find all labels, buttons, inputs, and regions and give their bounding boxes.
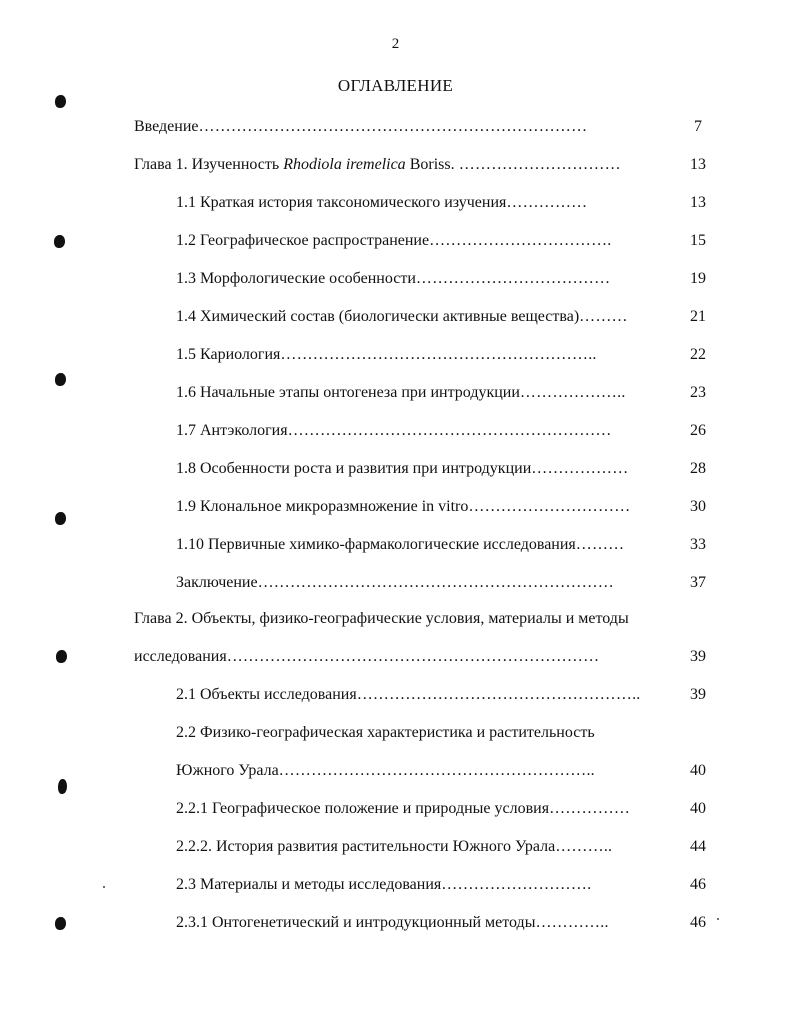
toc-entry-1-5[interactable]: [176, 343, 652, 367]
toc-entry-conclusion[interactable]: [176, 571, 672, 595]
toc-entry-1-2[interactable]: [176, 229, 666, 253]
toc-dot-leader: ……………………….: [441, 876, 592, 893]
toc-page-number: 46: [690, 914, 706, 931]
toc-title: ОГЛАВЛЕНИЕ: [337, 76, 454, 95]
toc-entry-chapter-2-continued[interactable]: [134, 645, 654, 669]
toc-entry-text: Южного Урала: [176, 762, 279, 779]
toc-entry-text: Глава 1. Изученность: [134, 156, 284, 173]
toc-page-number: 28: [690, 460, 706, 477]
toc-entry-text: Заключение: [176, 574, 258, 591]
toc-entry-text: Введение: [134, 118, 199, 135]
toc-dot-leader: ………………..: [519, 384, 626, 401]
punch-hole-mark: [54, 235, 65, 248]
toc-entry-1-10[interactable]: [176, 533, 666, 557]
toc-entry-2-3[interactable]: [176, 873, 650, 897]
toc-dot-leader: ……………………………………………………………: [226, 648, 600, 665]
toc-entry-text: 1.7 Антэкология: [176, 422, 288, 439]
toc-entry-text: 2.1 Объекты исследования: [176, 686, 357, 703]
toc-page-number: 19: [690, 270, 706, 287]
toc-dot-leader: ………………………………: [415, 270, 611, 287]
punch-hole-mark: [55, 917, 66, 930]
toc-entry-1-6[interactable]: [176, 381, 666, 405]
toc-page-number: 7: [694, 118, 702, 135]
toc-dot-leader: ………………: [531, 460, 629, 477]
toc-entry-text-author: Boriss.: [405, 156, 455, 173]
toc-page-number: 15: [690, 232, 706, 249]
toc-page-number: 33: [690, 536, 706, 553]
toc-page-number: 39: [690, 648, 706, 665]
toc-dot-leader: …………………………………………………..: [278, 762, 595, 779]
toc-entry-text: 2.3.1 Онтогенетический и интродукционный методы: [176, 914, 536, 931]
toc-page-number: 23: [690, 384, 706, 401]
toc-dot-leader: ………………………………………………………………: [198, 118, 588, 135]
toc-dot-leader: …………..: [535, 914, 609, 931]
punch-hole-mark: [55, 95, 66, 108]
toc-entry-text: 2.3 Материалы и методы исследования: [176, 876, 442, 893]
toc-entry-text: 1.5 Кариология: [176, 346, 281, 363]
toc-entry-introduction[interactable]: [134, 115, 674, 139]
page-number: 2: [391, 36, 400, 52]
toc-entry-text: 1.9 Клональное микроразмножение in vitro: [176, 498, 469, 515]
toc-dot-leader: ……………: [549, 800, 631, 817]
toc-page-number: 22: [690, 346, 706, 363]
toc-entry-1-7[interactable]: [176, 419, 662, 443]
toc-entry-2-2[interactable]: [176, 721, 676, 745]
toc-dot-leader: ………: [579, 308, 628, 325]
toc-entry-text: 1.8 Особенности роста и развития при интродукции: [176, 460, 532, 477]
toc-page-number: 39: [690, 686, 706, 703]
toc-page-number: 26: [690, 422, 706, 439]
toc-entry-text: 1.6 Начальные этапы онтогенеза при интродукции: [176, 384, 520, 401]
toc-entry-1-1[interactable]: [176, 191, 626, 215]
scan-speck: [717, 918, 719, 920]
toc-page-number: 37: [690, 574, 706, 591]
toc-entry-text: Глава 2. Объекты, физико-географические условия, материалы и методы: [134, 610, 629, 627]
toc-dot-leader: …………………………………………………………: [257, 574, 614, 591]
toc-entry-text: исследования: [134, 648, 227, 665]
toc-dot-leader: ……………: [506, 194, 588, 211]
toc-entry-1-8[interactable]: [176, 457, 666, 481]
toc-entry-2-2-1[interactable]: [176, 797, 674, 821]
toc-dot-leader: …………………………………………………..: [280, 346, 597, 363]
toc-dot-leader: ……………………………………………………: [287, 422, 612, 439]
toc-entry-text: 2.2.1 Географическое положение и природные условия: [176, 800, 550, 817]
toc-dot-leader: ………..: [555, 838, 613, 855]
toc-entry-chapter-1[interactable]: [134, 153, 664, 177]
punch-hole-mark: [56, 650, 67, 663]
punch-hole-mark: [55, 373, 66, 386]
toc-page-number: 44: [690, 838, 706, 855]
toc-entry-text: 1.2 Географическое распространение: [176, 232, 430, 249]
punch-hole-mark: [55, 512, 66, 525]
toc-entry-1-9[interactable]: [176, 495, 668, 519]
toc-page-number: 30: [690, 498, 706, 515]
toc-dot-leader: ……………………………………………..: [356, 686, 641, 703]
toc-dot-leader: …………………………: [468, 498, 631, 515]
toc-page-number: 13: [690, 156, 706, 173]
toc-entry-2-2-continued[interactable]: [176, 759, 652, 783]
toc-entry-text: 1.1 Краткая история таксономического изучения: [176, 194, 507, 211]
toc-entry-text: 1.10 Первичные химико-фармакологические исследования: [176, 536, 576, 553]
toc-page-number: 21: [690, 308, 706, 325]
toc-page-number: 40: [690, 800, 706, 817]
toc-entry-1-4[interactable]: [176, 305, 672, 329]
toc-entry-text: 1.3 Морфологические особенности: [176, 270, 416, 287]
toc-entry-2-3-1[interactable]: [176, 911, 652, 935]
toc-page-number: 40: [690, 762, 706, 779]
toc-entry-2-1[interactable]: [176, 683, 650, 707]
toc-entry-text: 2.2.2. История развития растительности Южного Урала: [176, 838, 556, 855]
toc-dot-leader: …………………………: [454, 156, 621, 173]
punch-hole-mark: [58, 779, 67, 794]
toc-page-number: 13: [690, 194, 706, 211]
toc-entry-chapter-2[interactable]: [134, 607, 694, 631]
toc-entry-species-name: Rhodiola iremelica: [283, 156, 406, 173]
toc-entry-2-2-2[interactable]: [176, 835, 652, 859]
toc-entry-1-3[interactable]: [176, 267, 668, 291]
scan-speck: [103, 886, 105, 888]
toc-entry-text: 2.2 Физико-географическая характеристика и растительность: [176, 724, 595, 741]
toc-page-number: 46: [690, 876, 706, 893]
toc-dot-leader: ………: [575, 536, 625, 553]
toc-entry-text: 1.4 Химический состав (биологически активные вещества): [176, 308, 580, 325]
toc-dot-leader: …………………………….: [429, 232, 612, 249]
